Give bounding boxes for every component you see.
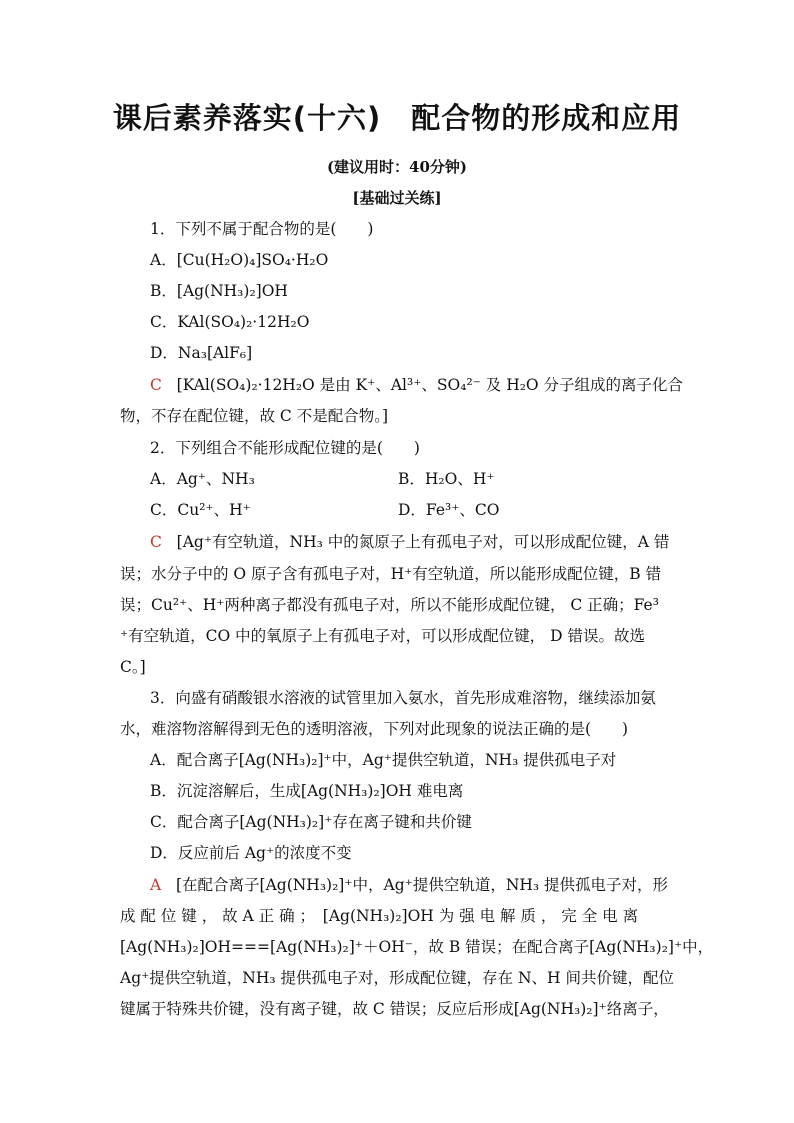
q3-answer: A — [150, 876, 162, 894]
q3-explanation-line-3: [Ag(NH₃)₂]OH===[Ag(NH₃)₂]⁺＋OH⁻，故 B 错误；在配合离子[Ag(NH₃)₂]⁺中， — [120, 938, 714, 956]
q2-explanation-line-2: 误；水分子中的 O 原子含有孤电子对，H⁺有空轨道，所以能形成配位键，B 错 — [120, 565, 662, 583]
q2-explanation-line-5: C。] — [120, 658, 146, 676]
q3-explanation-line-5: 键属于特殊共价键，没有离子键，故 C 错误；反应后形成[Ag(NH₃)₂]⁺络离子， — [120, 1000, 669, 1018]
q2-explanation-text-1: [Ag⁺有空轨道，NH₃ 中的氮原子上有孤电子对，可以形成配位键，A 错 — [176, 533, 670, 551]
q1-explanation-text-1: [KAl(SO₄)₂·12H₂O 是由 K⁺、Al³⁺、SO₄²⁻ 及 H₂O 分子组成的离子化合 — [176, 376, 684, 394]
q2-option-c: C．Cu²⁺、H⁺ — [150, 501, 251, 519]
section-heading: [基础过关练] — [352, 189, 442, 207]
q3-explanation-text-1: [在配合离子[Ag(NH₃)₂]⁺中，Ag⁺提供空轨道，NH₃ 提供孤电子对，形 — [175, 876, 669, 894]
q1-explanation-line-2: 物，不存在配位键，故 C 不是配合物。] — [120, 407, 389, 425]
q3-explanation-line-4: Ag⁺提供空轨道，NH₃ 提供孤电子对，形成配位键，存在 N、H 间共价键，配位 — [120, 969, 674, 987]
q1-option-c: C．KAl(SO₄)₂·12H₂O — [150, 313, 310, 331]
q1-option-a: A．[Cu(H₂O)₄]SO₄·H₂O — [150, 251, 329, 269]
q3-option-a: A．配合离子[Ag(NH₃)₂]⁺中，Ag⁺提供空轨道，NH₃ 提供孤电子对 — [150, 751, 617, 769]
q3-option-b: B．沉淀溶解后，生成[Ag(NH₃)₂]OH 难电离 — [150, 782, 464, 800]
q1-explanation-line-1 — [150, 373, 684, 395]
q3-explanation-line-1 — [150, 873, 675, 895]
q2-option-a: A．Ag⁺、NH₃ — [150, 470, 255, 488]
q1-option-d: D．Na₃[AlF₆] — [150, 344, 253, 362]
q1-option-b: B．[Ag(NH₃)₂]OH — [150, 282, 288, 300]
q2-option-d: D．Fe³⁺、CO — [398, 501, 500, 519]
page-title: 课后素养落实(十六) 配合物的形成和应用 — [112, 101, 682, 135]
q2-answer: C — [150, 533, 162, 551]
q2-explanation-line-4: ⁺有空轨道，CO 中的氧原子上有孤电子对，可以形成配位键， D 错误。故选 — [120, 627, 645, 645]
q3-explanation-line-2: 成 配 位 键 ， 故 A 正 确 ； [Ag(NH₃)₂]OH 为 强 电 解 质 ， 完 全 电 离 — [120, 907, 639, 925]
q3-option-c: C．配合离子[Ag(NH₃)₂]⁺存在离子键和共价键 — [150, 813, 472, 831]
q3-option-d: D．反应前后 Ag⁺的浓度不变 — [150, 844, 352, 862]
q3-stem-line-1: 3．向盛有硝酸银水溶液的试管里加入氨水，首先形成难溶物，继续添加氨 — [150, 689, 656, 707]
q2-stem: 2．下列组合不能形成配位键的是( ) — [150, 439, 420, 457]
q3-stem-line-2: 水，难溶物溶解得到无色的透明溶液，下列对此现象的说法正确的是( ) — [120, 720, 629, 738]
q2-option-b: B．H₂O、H⁺ — [398, 470, 495, 488]
q2-explanation-line-3: 误；Cu²⁺、H⁺两种离子都没有孤电子对，所以不能形成配位键， C 正确；Fe³ — [120, 596, 659, 614]
q2-explanation-line-1 — [150, 530, 675, 552]
q1-answer: C — [150, 376, 162, 394]
time-note: (建议用时：40分钟) — [326, 158, 468, 176]
q1-stem: 1．下列不属于配合物的是( ) — [150, 220, 374, 238]
